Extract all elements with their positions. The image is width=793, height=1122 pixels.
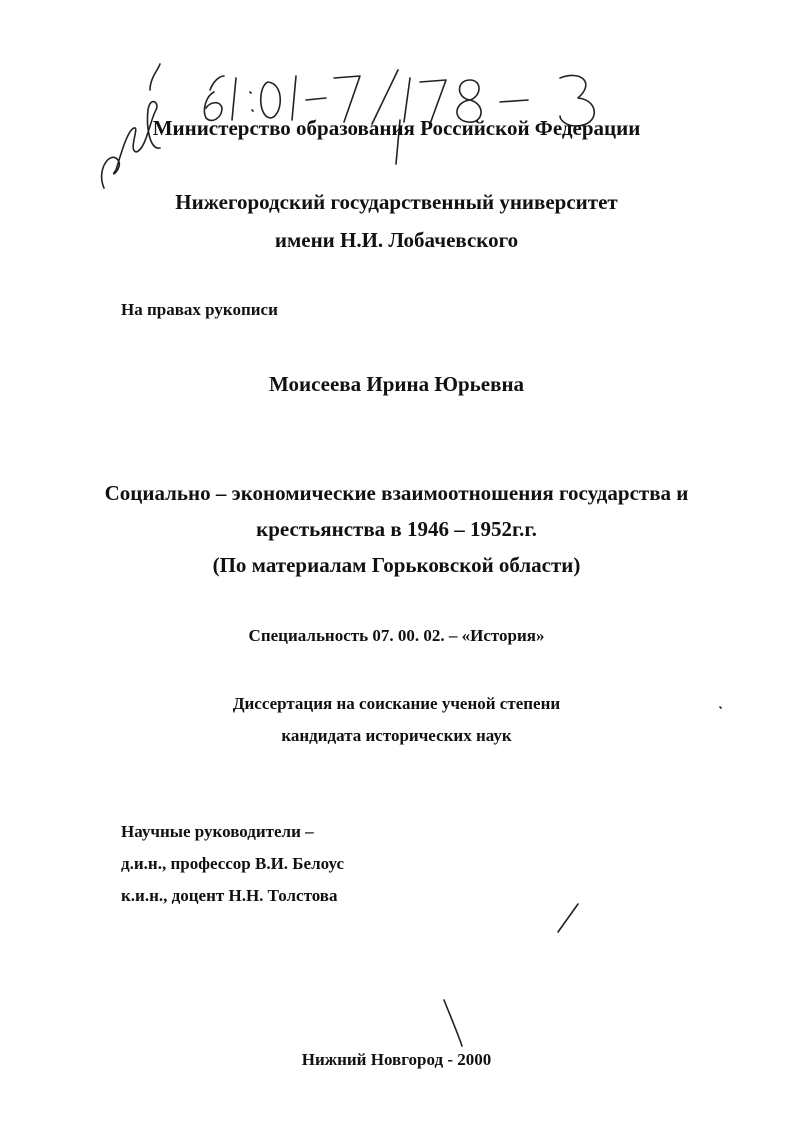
supervisors-heading: Научные руководители – bbox=[121, 822, 314, 841]
specialty-line: Специальность 07. 00. 02. – «История» bbox=[248, 626, 545, 645]
city-year-footer: Нижний Новгород - 2000 bbox=[301, 1050, 492, 1069]
manuscript-rights-label: На правах рукописи bbox=[121, 300, 278, 319]
supervisor-2: к.и.н., доцент Н.Н. Толстова bbox=[121, 886, 338, 905]
university-name-line1: Нижегородский государственный университет bbox=[175, 190, 618, 214]
university-name-line2: имени Н.И. Лобачевского bbox=[274, 228, 519, 252]
thesis-title-line2: крестьянства в 1946 – 1952г.г. bbox=[256, 517, 537, 541]
ministry-heading: Министерство образования Российской Федерации bbox=[152, 116, 641, 140]
dissertation-line2: кандидата исторических наук bbox=[281, 726, 512, 745]
author-name: Моисеева Ирина Юрьевна bbox=[268, 372, 525, 396]
stray-mark-2 bbox=[444, 1000, 462, 1046]
stray-mark-1 bbox=[558, 904, 578, 932]
thesis-title-line1: Социально – экономические взаимоотношения государства и bbox=[104, 481, 689, 505]
dissertation-line1: Диссертация на соискание ученой степени bbox=[232, 694, 561, 713]
supervisor-1: д.и.н., профессор В.И. Белоус bbox=[121, 854, 345, 873]
thesis-title-line3: (По материалам Горьковской области) bbox=[212, 553, 581, 577]
